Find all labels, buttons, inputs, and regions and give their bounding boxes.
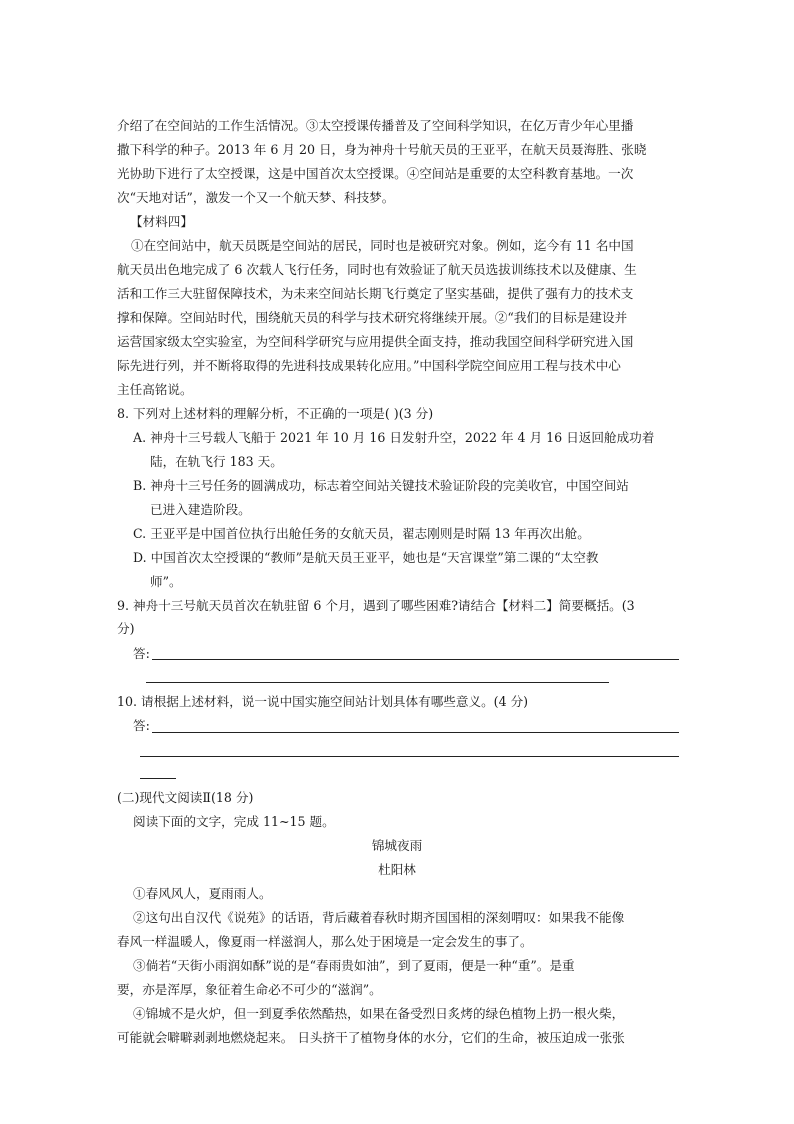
article-title: 锦城夜雨 bbox=[371, 838, 423, 853]
question-10-stem: 10. 请根据上述材料，说一说中国实施空间站计划具体有哪些意义。(4 分) bbox=[117, 694, 529, 709]
question-8-option-a: A. 神舟十三号载人飞船于 2021 年 10 月 16 日发射升空，2022 年 4 月 16 日返回舱成功着 bbox=[133, 430, 655, 445]
question-9-stem: 9. 神舟十三号航天员首次在轨驻留 6 个月，遇到了哪些困难?请结合【材料二】简要概括。(3 bbox=[117, 598, 635, 613]
question-9-answer-label: 答: bbox=[133, 646, 150, 661]
question-8-option-d-cont: 师”。 bbox=[150, 574, 182, 589]
question-8-option-b: B. 神舟十三号任务的圆满成功，标志着空间站关键技术验证阶段的完美收官，中国空间站 bbox=[133, 478, 629, 493]
article-paragraph-4: ④锦城不是火炉，但一到夏季依然酷热，如果在备受烈日炙烤的绿色植物上扔一根火柴， bbox=[133, 1006, 625, 1021]
question-8-option-b-cont: 已进入建造阶段。 bbox=[150, 502, 251, 517]
question-8-option-c: C. 王亚平是中国首位执行出舱任务的女航天员，翟志刚则是时隔 13 年再次出舱。 bbox=[133, 526, 590, 541]
article-paragraph-3: ③倘若“天街小雨润如酥”说的是“春雨贵如油”，到了夏雨，便是一种“重”。是重 bbox=[133, 958, 575, 973]
question-9-answer-line-1[interactable] bbox=[152, 659, 679, 660]
material4-heading: 【材料四】 bbox=[130, 214, 193, 229]
article-paragraph-4-cont: 可能就会噼噼剥剥地燃烧起来。 日头挤干了植物身体的水分，它们的生命，被压迫成一张张 bbox=[117, 1030, 625, 1045]
material3-line-1: 介绍了在空间站的工作生活情况。③太空授课传播普及了空间科学知识，在亿万青少年心里播 bbox=[117, 118, 634, 133]
question-8-option-a-cont: 陆，在轨飞行 183 天。 bbox=[150, 454, 283, 469]
article-paragraph-1: ①春风风人，夏雨雨人。 bbox=[133, 886, 272, 901]
question-8-option-d: D. 中国首次太空授课的“教师”是航天员王亚平，她也是“天宫课堂”第二课的“太空教 bbox=[133, 550, 599, 565]
section-2-heading: (二)现代文阅读Ⅱ(18 分) bbox=[117, 790, 254, 805]
material4-line-4: 撑和保障。空间站时代，围绕航天员的科学与技术研究将继续开展。②“我们的目标是建设并 bbox=[117, 310, 628, 325]
article-paragraph-2: ②这句出自汉代《说苑》的话语，背后藏着春秋时期齐国国相的深刻喟叹：如果我不能像 bbox=[133, 910, 625, 925]
question-10-answer-line-3[interactable] bbox=[140, 778, 176, 779]
section-2-instruction: 阅读下面的文字，完成 11~15 题。 bbox=[133, 814, 335, 829]
question-10-answer-line-1[interactable] bbox=[152, 732, 679, 733]
material4-line-6: 际先进行列，并不断将取得的先进科技成果转化应用。”中国科学院空间应用工程与技术中心 bbox=[117, 358, 621, 373]
material4-line-5: 运营国家级太空实验室，为空间科学研究与应用提供全面支持，推动我国空间科学研究进入国 bbox=[117, 334, 634, 349]
question-8-stem: 8. 下列对上述材料的理解分析，不正确的一项是( )(3 分) bbox=[117, 406, 434, 421]
question-10-answer-line-2[interactable] bbox=[140, 756, 679, 757]
article-paragraph-3-cont: 要，亦是浑厚，象征着生命必不可少的“滋润”。 bbox=[117, 982, 382, 997]
article-author: 杜阳林 bbox=[378, 862, 416, 877]
material4-line-3: 活和工作三大驻留保障技术，为未来空间站长期飞行奠定了坚实基础，提供了强有力的技术支 bbox=[117, 286, 634, 301]
question-10-answer-label: 答: bbox=[133, 718, 150, 733]
question-9-stem-cont: 分) bbox=[117, 621, 135, 636]
material3-line-4: 次“天地对话”，激发一个又一个航天梦、科技梦。 bbox=[117, 190, 395, 205]
material3-line-3: 光协助下进行了太空授课，这是中国首次太空授课。④空间站是重要的太空科教育基地。一次 bbox=[117, 166, 634, 181]
question-9-answer-line-2[interactable] bbox=[146, 682, 609, 683]
material4-line-1: ①在空间站中，航天员既是空间站的居民，同时也是被研究对象。例如，迄今有 11 名中国 bbox=[131, 238, 634, 253]
article-paragraph-2-cont: 春风一样温暖人，像夏雨一样滋润人，那么处于困境是一定会发生的事了。 bbox=[117, 934, 533, 949]
material3-line-2: 撒下科学的种子。2013 年 6 月 20 日，身为神舟十号航天员的王亚平，在航天员聂海胜、张晓 bbox=[117, 142, 647, 157]
material4-line-2: 航天员出色地完成了 6 次载人飞行任务，同时也有效验证了航天员选拔训练技术以及健康、生 bbox=[117, 262, 637, 277]
material4-line-7: 主任高铭说。 bbox=[117, 382, 193, 397]
